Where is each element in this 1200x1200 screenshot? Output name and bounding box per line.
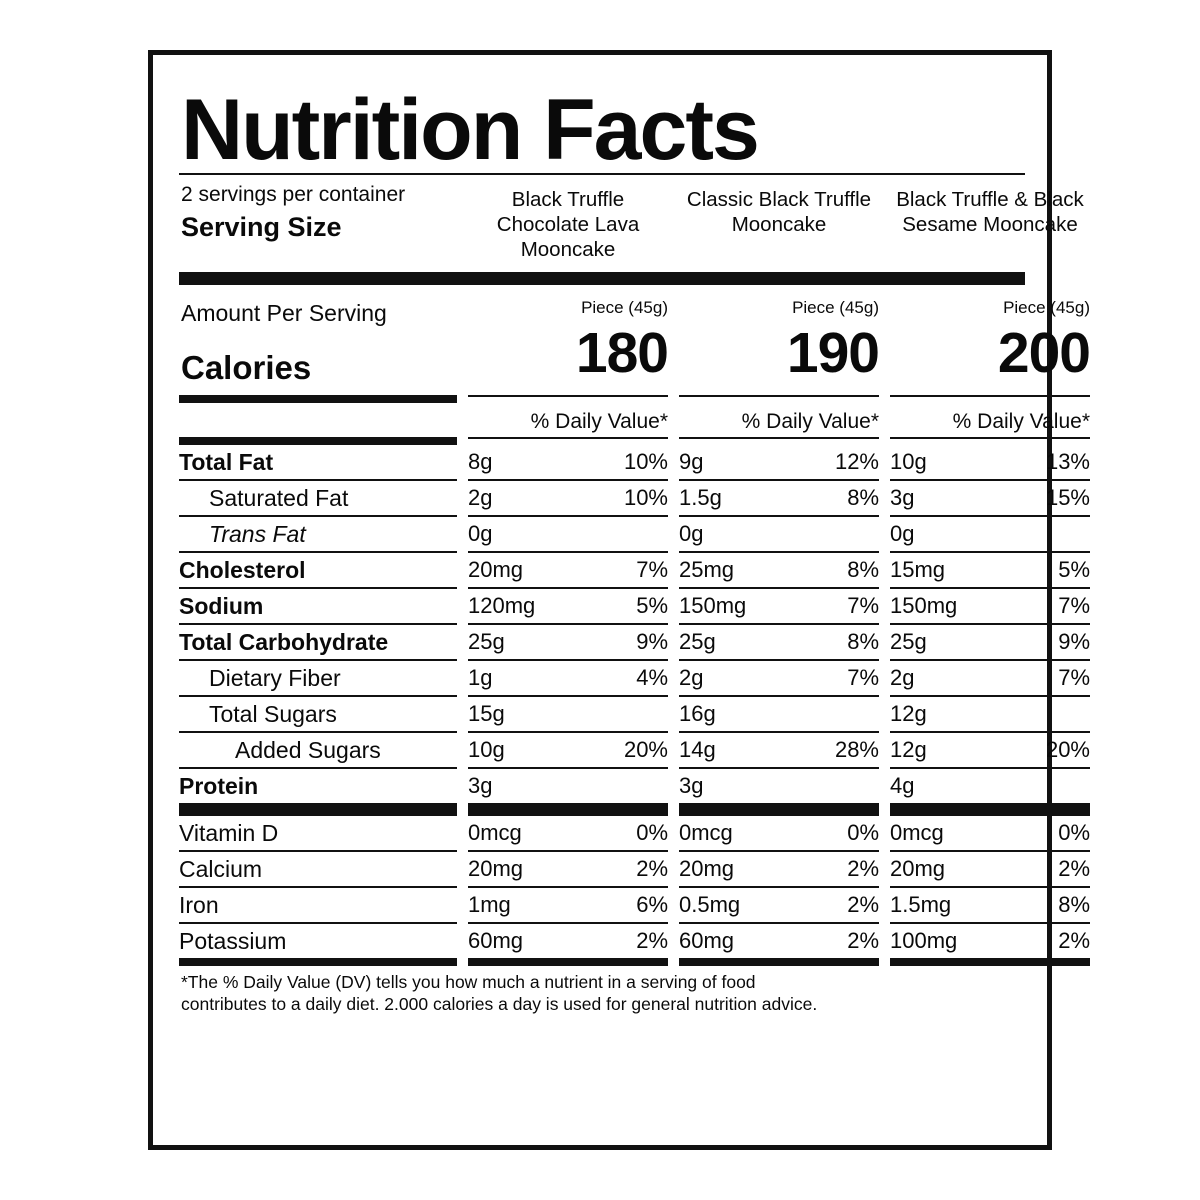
- serving-size-label: Serving Size: [181, 212, 342, 243]
- product-name-3: Black Truffle & Black Sesame Mooncake: [896, 188, 1084, 236]
- nutrient-percent: 8%: [847, 557, 879, 582]
- nutrient-amount: 9g: [679, 449, 704, 474]
- nutrient-cell: [679, 816, 879, 849]
- nutrient-row: [179, 661, 1090, 695]
- nutrient-name: Potassium: [179, 928, 287, 954]
- nutrient-cell: [890, 553, 1090, 586]
- nutrient-amount: 0mcg: [890, 820, 944, 845]
- nutrient-percent: 7%: [1058, 665, 1090, 690]
- nutrient-cell: [679, 852, 879, 885]
- divider-thick-top: [179, 272, 1025, 285]
- daily-value-header-1: % Daily Value*: [530, 410, 668, 433]
- nutrient-percent: 7%: [847, 593, 879, 618]
- nutrient-amount: 150mg: [890, 593, 958, 618]
- nutrient-amount: 4g: [890, 773, 915, 798]
- nutrient-amount: 2g: [679, 665, 704, 690]
- nutrient-cell: [679, 553, 879, 586]
- nutrient-percent: 2%: [847, 856, 879, 881]
- nutrient-cell: [468, 625, 668, 658]
- nutrient-amount: 16g: [679, 701, 716, 726]
- nutrient-cell: [890, 445, 1090, 478]
- nutrient-cell: [679, 697, 879, 730]
- divider-under-calories: [179, 395, 1025, 403]
- nutrient-amount: 0mcg: [679, 820, 733, 845]
- nutrient-amount: 12g: [890, 701, 927, 726]
- nutrient-amount: 2g: [890, 665, 915, 690]
- nutrient-name: Iron: [179, 892, 219, 918]
- nutrient-amount: 150mg: [679, 593, 747, 618]
- nutrient-percent: 13%: [1045, 449, 1090, 474]
- nutrient-row: [179, 517, 1025, 551]
- nutrient-name: Saturated Fat: [209, 485, 349, 511]
- nutrient-cell: [890, 481, 1090, 514]
- nutrient-cell: [468, 924, 668, 957]
- nutrient-amount: 3g: [679, 773, 704, 798]
- nutrient-cell: [468, 445, 668, 478]
- nutrient-name: Protein: [179, 773, 259, 799]
- nutrient-percent: 7%: [636, 557, 668, 582]
- nutrient-amount: 0g: [468, 521, 493, 546]
- nutrient-percent: 7%: [1058, 593, 1090, 618]
- nutrient-cell: [468, 697, 668, 730]
- nutrient-name: Dietary Fiber: [209, 665, 341, 691]
- nutrient-cell: [679, 445, 879, 478]
- serving-size-2: Piece (45g): [792, 298, 879, 317]
- servings-per-container: 2 servings per container: [181, 183, 406, 206]
- nutrient-cell: [468, 553, 668, 586]
- nutrient-cell: [468, 481, 668, 514]
- nutrient-cell: [468, 661, 668, 694]
- nutrient-percent: 5%: [636, 593, 668, 618]
- nutrient-percent: 6%: [636, 892, 668, 917]
- nutrient-amount: 1.5g: [679, 485, 722, 510]
- nutrient-cell: [468, 589, 668, 622]
- nutrient-cell: [679, 924, 879, 957]
- nutrient-percent: 2%: [636, 856, 668, 881]
- nutrient-name: Cholesterol: [179, 557, 306, 583]
- nutrient-percent: 4%: [636, 665, 668, 690]
- calories-value-3: 200: [997, 321, 1090, 385]
- nutrient-row: [179, 589, 1090, 623]
- footnote-line-2: contributes to a daily diet. 2.000 calories a day is used for general nutrition advice.: [181, 993, 818, 1014]
- nutrient-percent: 28%: [834, 737, 879, 762]
- nutrient-percent: 20%: [623, 737, 668, 762]
- nutrient-cell: [679, 625, 879, 658]
- nutrient-amount: 60mg: [468, 928, 524, 953]
- daily-value-header-2: % Daily Value*: [741, 410, 879, 433]
- nutrient-amount: 14g: [679, 737, 716, 762]
- nutrient-amount: 3g: [468, 773, 493, 798]
- nutrient-row: [179, 816, 1090, 850]
- nutrient-name: Total Sugars: [209, 701, 337, 727]
- nutrient-amount: 15mg: [890, 557, 946, 582]
- nutrient-cell: [890, 697, 1090, 730]
- nutrient-percent: 8%: [847, 485, 879, 510]
- nutrient-name: Added Sugars: [235, 737, 381, 763]
- page-title: Nutrition Facts: [181, 82, 758, 178]
- serving-size-1: Piece (45g): [581, 298, 668, 317]
- nutrient-percent: 2%: [847, 928, 879, 953]
- nutrient-amount: 100mg: [890, 928, 958, 953]
- nutrient-percent: 9%: [1058, 629, 1090, 654]
- nutrient-name: Calcium: [179, 856, 263, 882]
- nutrient-row: [179, 445, 1090, 479]
- nutrient-percent: 2%: [1058, 928, 1090, 953]
- amount-per-serving-label: Amount Per Serving: [181, 300, 387, 326]
- calories-label: Calories: [181, 349, 312, 386]
- nutrient-percent: 8%: [847, 629, 879, 654]
- serving-size-3: Piece (45g): [1003, 298, 1090, 317]
- nutrient-percent: 5%: [1058, 557, 1090, 582]
- nutrient-amount: 0.5mg: [679, 892, 741, 917]
- row-divider-bottom: [179, 958, 1025, 966]
- nutrient-percent: 20%: [1045, 737, 1090, 762]
- nutrient-amount: 1mg: [468, 892, 511, 917]
- nutrient-row: [179, 625, 1090, 659]
- daily-value-header-3: % Daily Value*: [952, 410, 1090, 433]
- nutrient-amount: 120mg: [468, 593, 536, 618]
- nutrient-row: [179, 924, 1090, 958]
- nutrient-percent: 2%: [847, 892, 879, 917]
- nutrient-percent: 10%: [623, 449, 668, 474]
- nutrient-cell: [468, 733, 668, 766]
- nutrient-amount: 25g: [468, 629, 505, 654]
- row-divider: [179, 437, 1025, 445]
- nutrient-percent: 0%: [1058, 820, 1090, 845]
- nutrient-amount: 12g: [890, 737, 927, 762]
- nutrient-amount: 2g: [468, 485, 493, 510]
- nutrient-name: Total Carbohydrate: [179, 629, 389, 655]
- nutrient-percent: 7%: [847, 665, 879, 690]
- nutrient-percent: 2%: [1058, 856, 1090, 881]
- nutrient-name: Trans Fat: [209, 521, 306, 547]
- nutrient-cell: [890, 517, 1090, 550]
- nutrient-amount: 20mg: [468, 557, 524, 582]
- nutrient-cell: [679, 589, 879, 622]
- nutrient-cell: [679, 481, 879, 514]
- nutrient-cell: [679, 517, 879, 550]
- nutrient-cell: [890, 589, 1090, 622]
- nutrient-amount: 0mcg: [468, 820, 522, 845]
- product-name-2: Classic Black Truffle Mooncake: [686, 188, 872, 236]
- nutrient-cell: [890, 816, 1090, 849]
- calories-value-1: 180: [575, 321, 668, 385]
- nutrient-cell: [890, 733, 1090, 766]
- nutrient-percent: 0%: [636, 820, 668, 845]
- nutrient-cell: [679, 733, 879, 766]
- nutrient-amount: 8g: [468, 449, 493, 474]
- nutrient-cell: [890, 769, 1090, 802]
- nutrient-name: Vitamin D: [179, 820, 279, 846]
- nutrient-table: [179, 437, 1090, 966]
- nutrient-row: [179, 481, 1090, 515]
- nutrient-amount: 25g: [890, 629, 927, 654]
- nutrient-cell: [679, 661, 879, 694]
- nutrient-cell: [679, 769, 879, 802]
- nutrient-row: [179, 733, 1090, 767]
- product-name-1: Black Truffle Chocolate Lava Mooncake: [496, 188, 640, 261]
- nutrient-cell: [890, 924, 1090, 957]
- nutrient-amount: 15g: [468, 701, 505, 726]
- nutrient-row: [179, 697, 1025, 731]
- nutrient-amount: 20mg: [468, 856, 524, 881]
- nutrient-amount: 0g: [890, 521, 915, 546]
- nutrient-cell: [890, 888, 1090, 921]
- header-row: [179, 183, 1084, 262]
- row-divider: [179, 803, 1025, 816]
- nutrient-cell: [468, 888, 668, 921]
- nutrient-percent: 9%: [636, 629, 668, 654]
- nutrient-percent: 12%: [834, 449, 879, 474]
- nutrient-amount: 20mg: [679, 856, 735, 881]
- nutrient-row: [179, 888, 1090, 922]
- calories-value-2: 190: [786, 321, 879, 385]
- nutrient-cell: [468, 816, 668, 849]
- nutrition-facts-label: [148, 50, 1090, 1150]
- nutrient-percent: 8%: [1058, 892, 1090, 917]
- nutrient-amount: 0g: [679, 521, 704, 546]
- nutrient-cell: [468, 769, 668, 802]
- footnote-line-1: *The % Daily Value (DV) tells you how much a nutrient in a serving of food: [181, 972, 756, 992]
- daily-value-header-row: [179, 407, 1090, 437]
- nutrient-name: Sodium: [179, 593, 264, 619]
- nutrient-cell: [468, 852, 668, 885]
- calories-row: [179, 321, 1090, 387]
- nutrient-amount: 1g: [468, 665, 493, 690]
- nutrient-amount: 10g: [890, 449, 927, 474]
- nutrient-row: [179, 852, 1090, 886]
- nutrient-cell: [890, 661, 1090, 694]
- nutrient-amount: 10g: [468, 737, 505, 762]
- nutrient-amount: 25g: [679, 629, 716, 654]
- nutrient-amount: 25mg: [679, 557, 735, 582]
- nutrient-percent: 10%: [623, 485, 668, 510]
- nutrient-percent: 2%: [636, 928, 668, 953]
- nutrient-amount: 20mg: [890, 856, 946, 881]
- nutrient-amount: 60mg: [679, 928, 735, 953]
- nutrient-percent: 15%: [1045, 485, 1090, 510]
- nutrient-percent: 0%: [847, 820, 879, 845]
- nutrient-amount: 1.5mg: [890, 892, 952, 917]
- nutrient-cell: [890, 625, 1090, 658]
- footnote: [179, 966, 1025, 1016]
- nutrient-cell: [679, 888, 879, 921]
- nutrient-cell: [890, 852, 1090, 885]
- nutrient-name: Total Fat: [179, 449, 274, 475]
- nutrient-cell: [468, 517, 668, 550]
- nutrient-row: [179, 553, 1090, 587]
- nutrient-amount: 3g: [890, 485, 915, 510]
- nutrient-row: [179, 769, 1025, 803]
